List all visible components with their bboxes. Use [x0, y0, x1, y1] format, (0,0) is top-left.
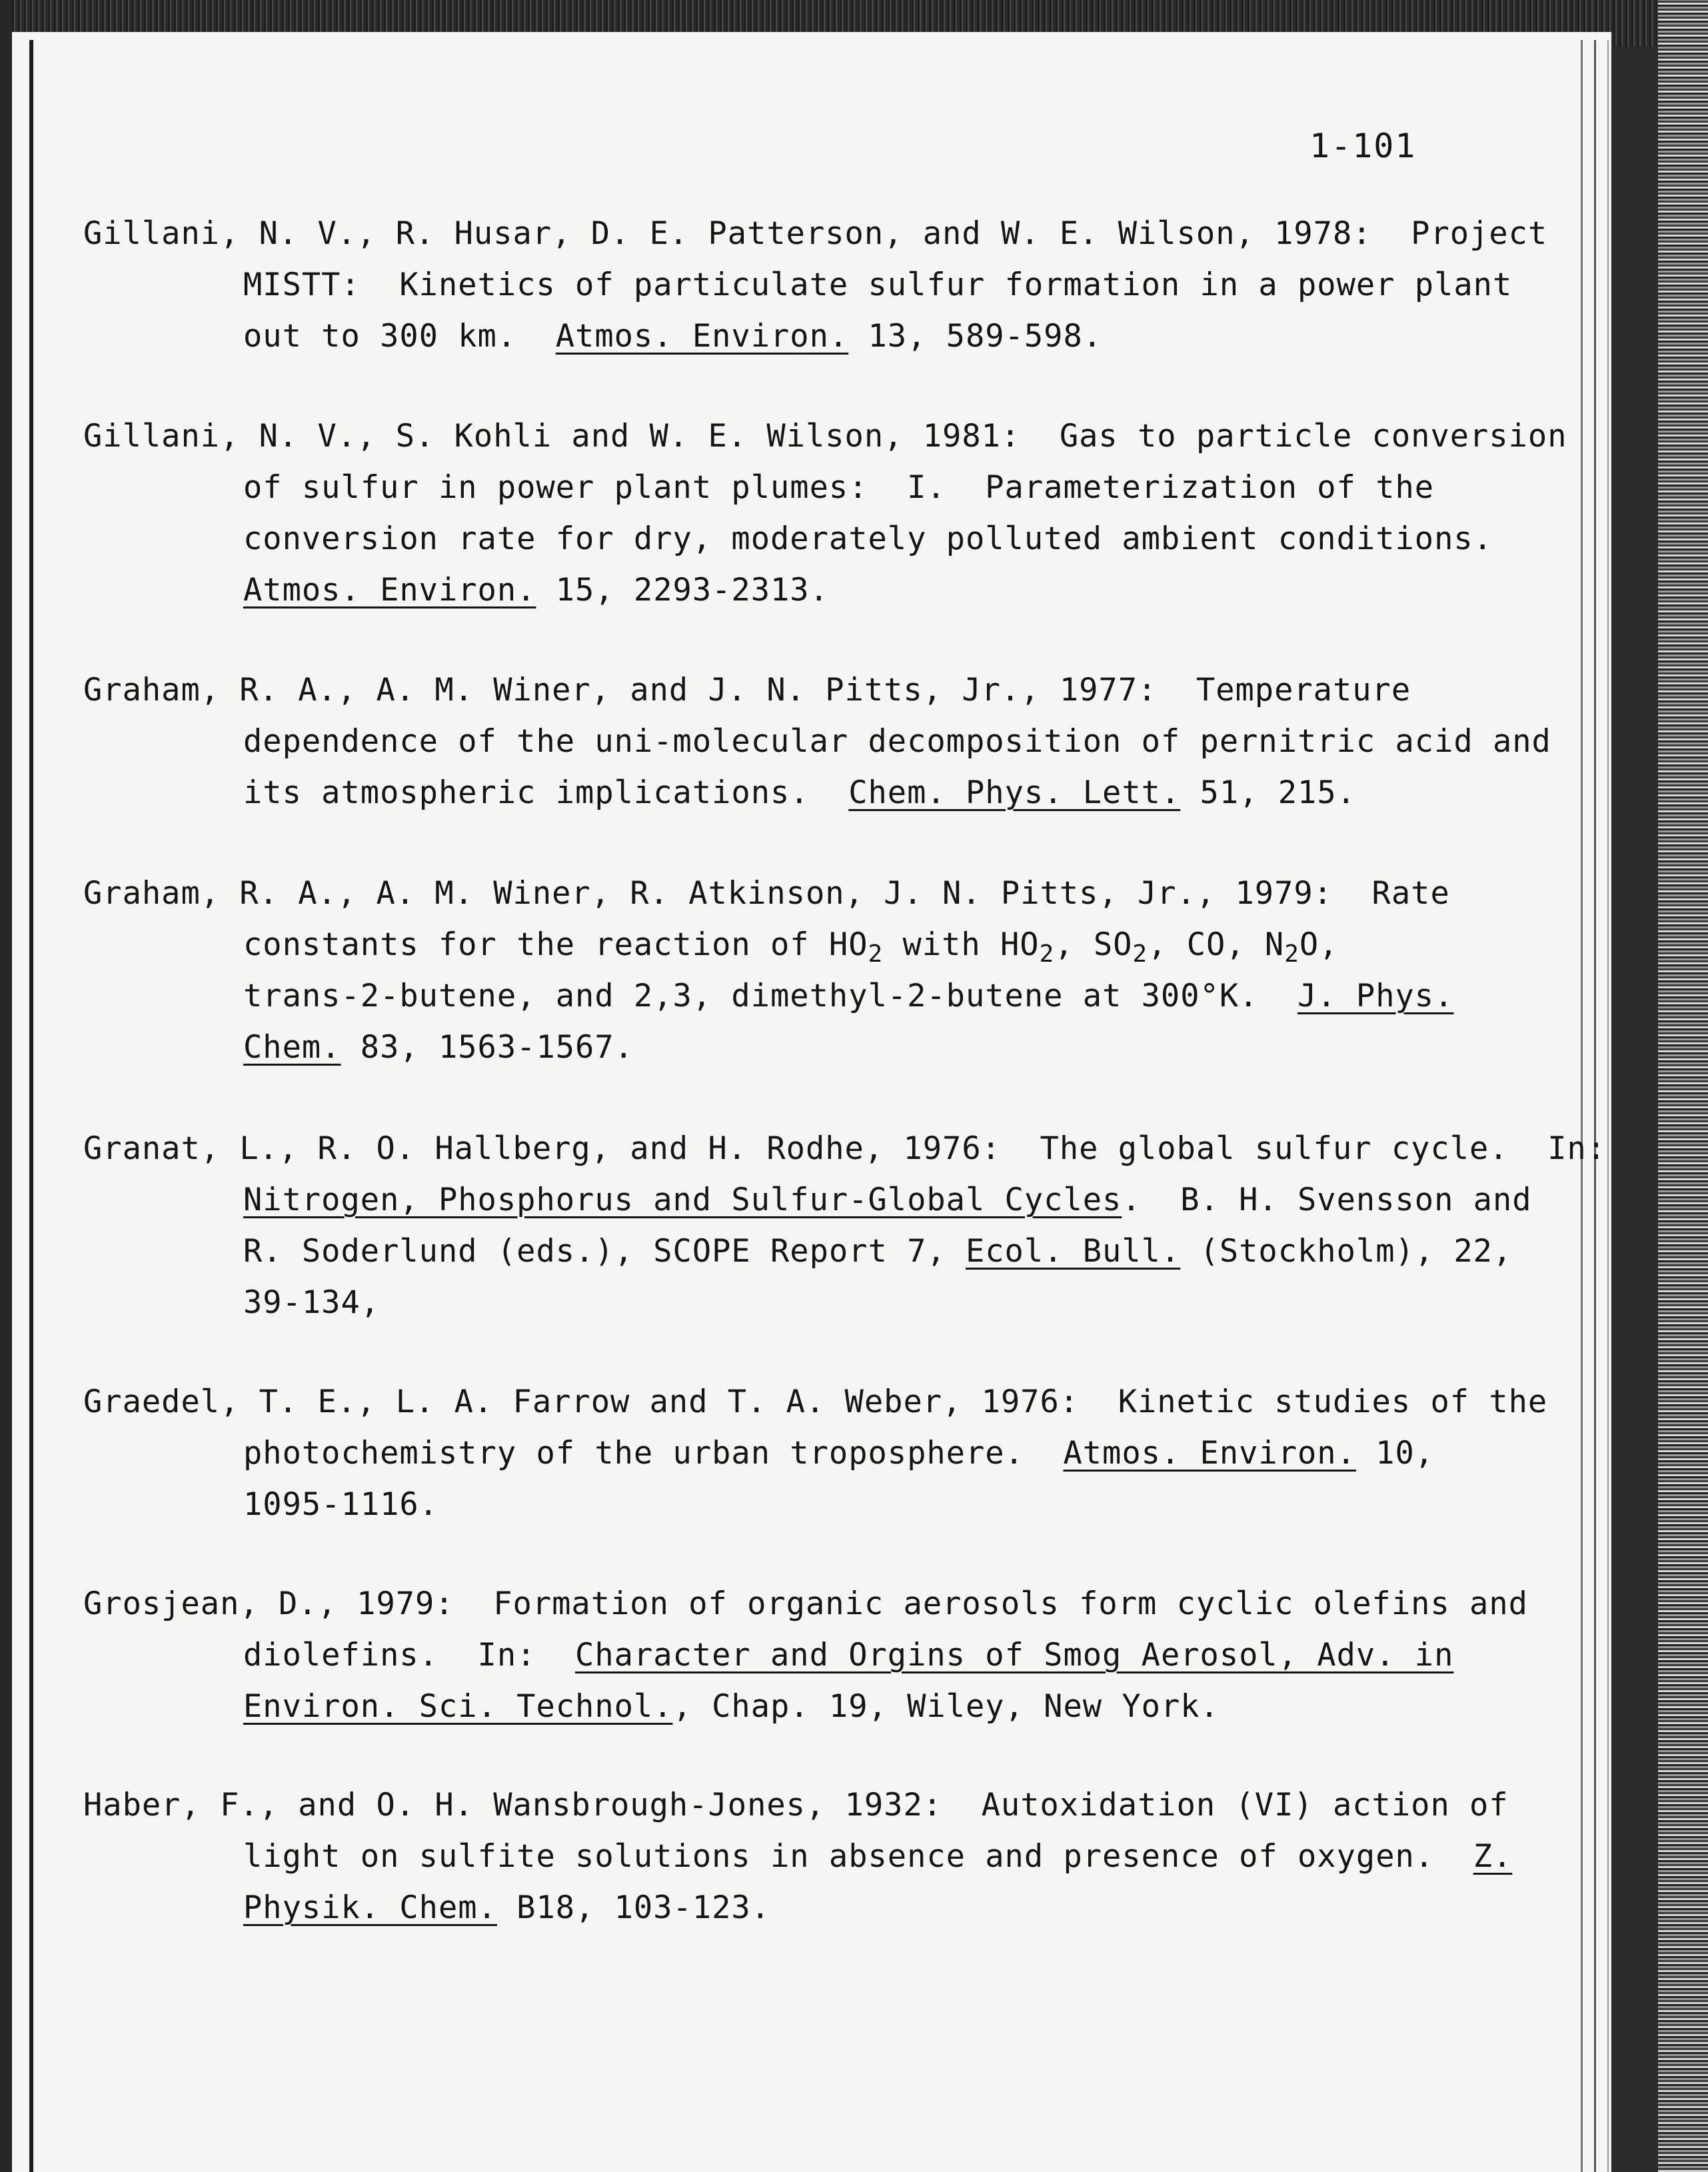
reference-continuation-line	[83, 1882, 1416, 1933]
subscript: 2	[1039, 940, 1055, 968]
reference-continuation-line	[83, 1681, 1416, 1732]
reference-first-line	[83, 1779, 1509, 1831]
reference-text: , SO	[1054, 926, 1133, 963]
reference-text: . B. H. Svensson and	[1122, 1182, 1532, 1218]
reference-first-line	[83, 411, 1567, 462]
reference-text: constants for the reaction of HO	[243, 926, 868, 963]
reference-continuation-line	[83, 1277, 1416, 1328]
reference-text: 13, 589-598.	[848, 318, 1103, 355]
reference-text: out to 300 km.	[243, 318, 556, 355]
journal-title: Atmos. Environ.	[243, 572, 536, 608]
reference-text: dependence of the uni-molecular decomposition of pernitric acid and	[243, 723, 1551, 760]
reference-entry	[83, 1578, 1528, 1732]
reference-text: of sulfur in power plant plumes: I. Parameterization of the	[243, 469, 1435, 506]
reference-text: Graedel, T. E., L. A. Farrow and T. A. Weber, 1976: Kinetic studies of the	[83, 1384, 1548, 1420]
reference-entry	[83, 664, 1551, 818]
reference-continuation-line	[83, 1428, 1435, 1479]
reference-entry	[83, 868, 1454, 1073]
reference-text: Grosjean, D., 1979: Formation of organic aerosols form cyclic olefins and	[83, 1586, 1528, 1622]
reference-continuation-line	[83, 1629, 1454, 1681]
reference-text: light on sulfite solutions in absence and presence of oxygen.	[243, 1838, 1473, 1875]
journal-title: Chem.	[243, 1029, 341, 1066]
reference-continuation-line	[83, 1174, 1532, 1226]
page-number: 1-101	[1309, 127, 1417, 165]
reference-text: Gillani, N. V., S. Kohli and W. E. Wilson, 1981: Gas to particle conversion	[83, 418, 1567, 455]
reference-text: 51, 215.	[1180, 774, 1356, 811]
page-edge-line	[1581, 40, 1583, 2172]
subscript: 2	[1284, 940, 1299, 968]
reference-text: , Chap. 19, Wiley, New York.	[672, 1688, 1220, 1725]
journal-title: Atmos. Environ.	[1063, 1435, 1356, 1472]
reference-text: 83, 1563-1567.	[341, 1029, 634, 1066]
reference-text: 1095-1116.	[243, 1486, 438, 1523]
reference-continuation-line	[83, 716, 1551, 767]
reference-text: Gillani, N. V., R. Husar, D. E. Patterson, and W. E. Wilson, 1978: Project	[83, 215, 1548, 252]
reference-text: Granat, L., R. O. Hallberg, and H. Rodhe, 1976: The global sulfur cycle. In:	[83, 1130, 1607, 1167]
reference-continuation-line	[83, 513, 1493, 564]
reference-continuation-line	[83, 1831, 1513, 1882]
reference-text: diolefins. In:	[243, 1637, 576, 1673]
reference-entry	[83, 1779, 1513, 1933]
scan-right-edge	[1658, 0, 1708, 2172]
reference-entry	[83, 1376, 1548, 1530]
reference-text: O,	[1299, 926, 1339, 963]
reference-text: Graham, R. A., A. M. Winer, and J. N. Pitts, Jr., 1977: Temperature	[83, 672, 1411, 708]
scan-left-edge	[0, 0, 12, 2172]
reference-text: conversion rate for dry, moderately polluted ambient conditions.	[243, 521, 1493, 557]
reference-continuation-line	[83, 1226, 1513, 1277]
page-edge-line	[1607, 40, 1609, 2172]
page-edge-line	[1594, 40, 1596, 2172]
reference-entry	[83, 1123, 1607, 1328]
reference-continuation-line	[83, 259, 1513, 311]
reference-text: Graham, R. A., A. M. Winer, R. Atkinson, J. N. Pitts, Jr., 1979: Rate	[83, 875, 1450, 912]
reference-text: 15, 2293-2313.	[536, 572, 829, 608]
reference-first-line	[83, 664, 1416, 716]
reference-continuation-line	[83, 564, 1416, 616]
reference-continuation-line	[83, 970, 1454, 1022]
subscript: 2	[868, 940, 884, 968]
binding-line	[29, 40, 33, 2172]
journal-title: Z.	[1473, 1838, 1513, 1875]
reference-first-line	[83, 1376, 1548, 1428]
journal-title: Environ. Sci. Technol.	[243, 1688, 673, 1725]
reference-continuation-line	[83, 462, 1435, 513]
reference-continuation-line	[83, 1022, 1416, 1073]
reference-continuation-line	[83, 767, 1416, 818]
reference-text: trans-2-butene, and 2,3, dimethyl-2-butene at 300°K.	[243, 978, 1298, 1014]
reference-first-line	[83, 1578, 1528, 1629]
reference-continuation-line	[83, 919, 1416, 970]
reference-text: B18, 103-123.	[496, 1889, 771, 1926]
subscript: 2	[1132, 940, 1148, 968]
reference-continuation-line	[83, 1479, 1416, 1530]
reference-text: its atmospheric implications.	[243, 774, 849, 811]
journal-title: Atmos. Environ.	[555, 318, 849, 355]
reference-first-line	[83, 868, 1450, 919]
reference-first-line	[83, 1123, 1607, 1174]
reference-text: (Stockholm), 22,	[1180, 1233, 1513, 1270]
journal-title: Character and Orgins of Smog Aerosol, Adv. in	[575, 1637, 1454, 1673]
reference-text: , CO, N	[1148, 926, 1285, 963]
reference-text: Haber, F., and O. H. Wansbrough-Jones, 1932: Autoxidation (VI) action of	[83, 1787, 1509, 1823]
reference-entry	[83, 411, 1567, 616]
reference-text: with HO	[883, 926, 1040, 963]
reference-continuation-line	[83, 311, 1416, 362]
journal-title: Ecol. Bull.	[965, 1233, 1181, 1270]
reference-text: 10,	[1355, 1435, 1435, 1472]
reference-entry	[83, 208, 1548, 362]
journal-title: Chem. Phys. Lett.	[848, 774, 1181, 811]
reference-text: R. Soderlund (eds.), SCOPE Report 7,	[243, 1233, 966, 1270]
reference-text: 39-134,	[243, 1284, 381, 1321]
journal-title: J. Phys.	[1297, 978, 1454, 1014]
reference-first-line	[83, 208, 1548, 259]
journal-title: Physik. Chem.	[243, 1889, 497, 1926]
journal-title: Nitrogen, Phosphorus and Sulfur-Global Cycles	[243, 1182, 1122, 1218]
reference-text: photochemistry of the urban troposphere.	[243, 1435, 1064, 1472]
reference-text: MISTT: Kinetics of particulate sulfur formation in a power plant	[243, 267, 1513, 303]
